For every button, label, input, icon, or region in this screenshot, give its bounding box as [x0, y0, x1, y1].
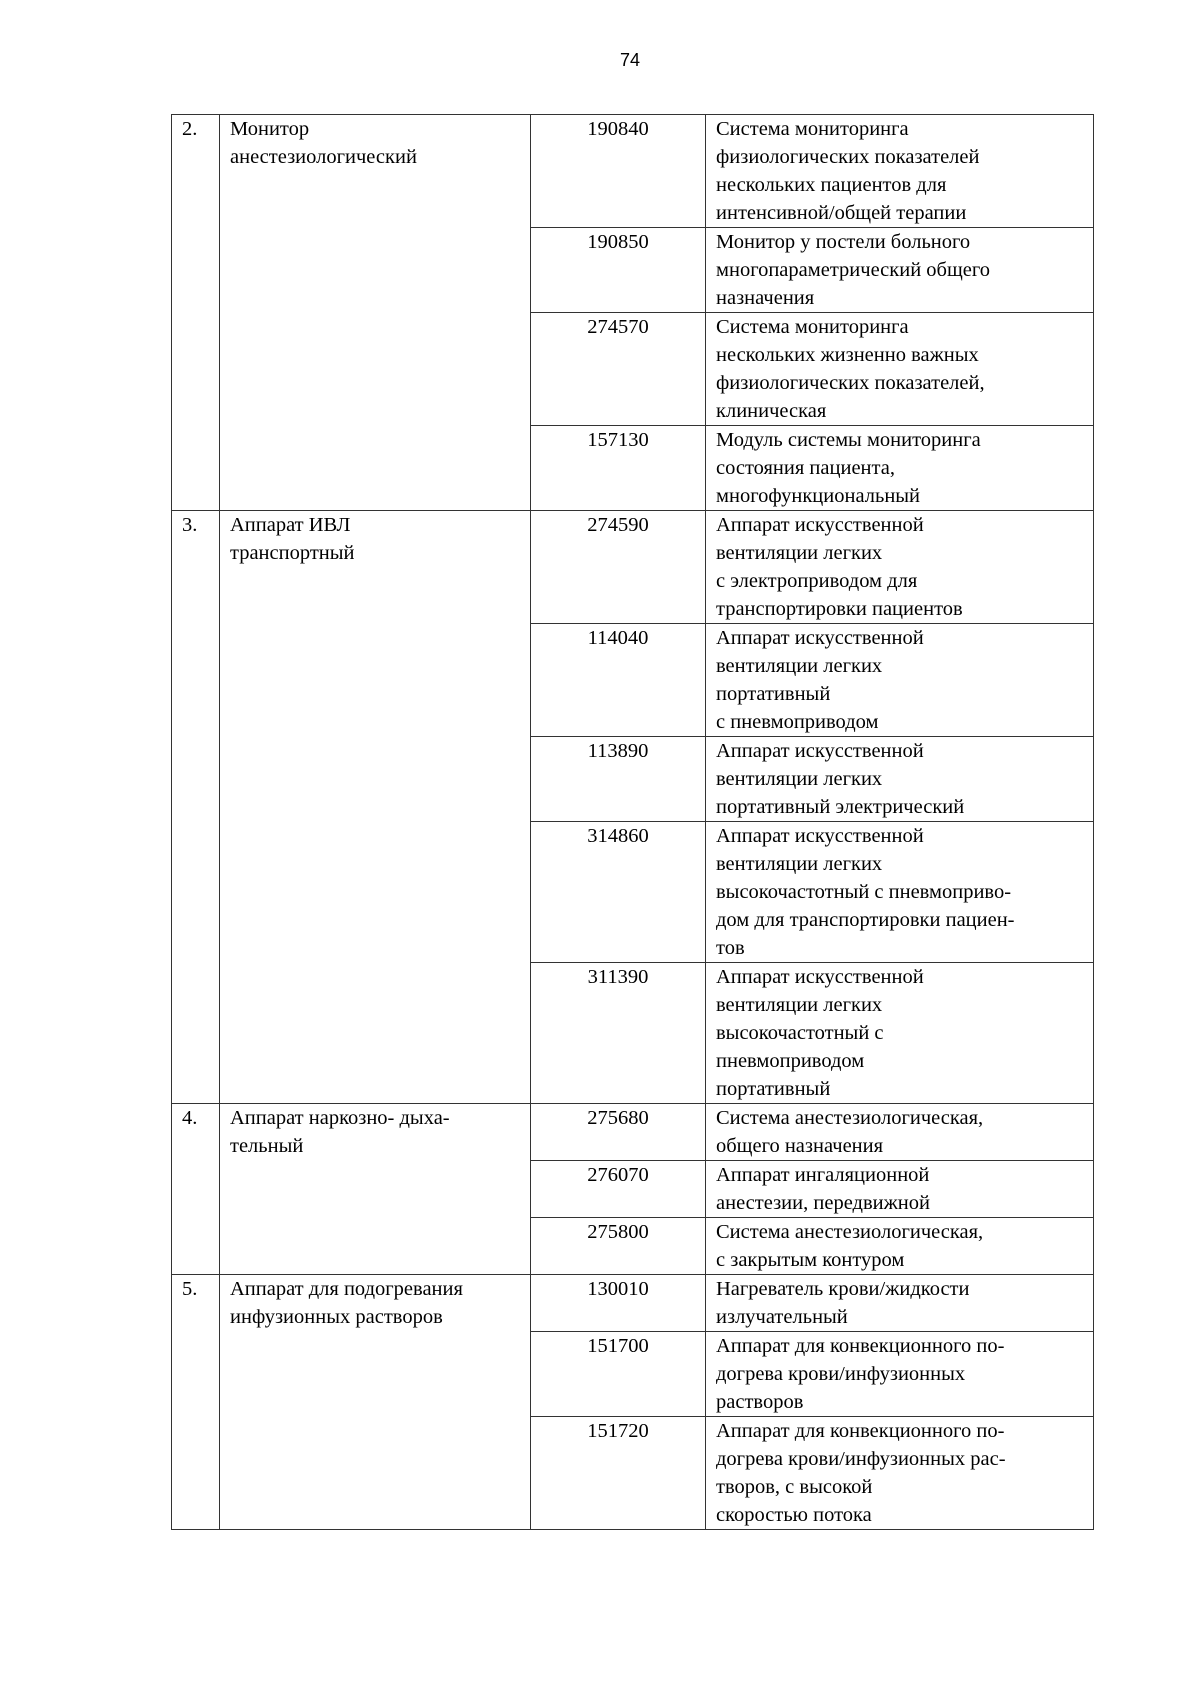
group-number: 2. — [172, 115, 220, 511]
item-description-line: портативный — [716, 683, 831, 705]
item-description-line: растворов — [716, 1391, 804, 1413]
item-code: 157130 — [531, 426, 706, 511]
item-description-line: с закрытым контуром — [716, 1249, 905, 1271]
item-description-line: Аппарат для конвекционного по- — [716, 1335, 1005, 1357]
item-description — [706, 1104, 1094, 1161]
page-number: 74 — [619, 50, 641, 70]
item-code: 190840 — [531, 115, 706, 228]
item-description-line: Аппарат искусственной — [716, 825, 924, 847]
group-name — [220, 1275, 531, 1530]
table-row — [172, 1104, 1094, 1161]
item-code: 274570 — [531, 313, 706, 426]
item-description-line: портативный — [716, 1078, 831, 1100]
group-name — [220, 115, 531, 511]
group-number: 5. — [172, 1275, 220, 1530]
item-description — [706, 115, 1094, 228]
item-description — [706, 426, 1094, 511]
item-code: 274590 — [531, 511, 706, 624]
item-description — [706, 737, 1094, 822]
item-description-line: дом для транспортировки пациен- — [716, 909, 1015, 931]
item-description-line: Аппарат искусственной — [716, 627, 924, 649]
item-description-line: назначения — [716, 287, 815, 309]
item-description-line: высокочастотный с пневмоприво- — [716, 881, 1012, 903]
group-number: 3. — [172, 511, 220, 1104]
item-description-line: тов — [716, 937, 745, 959]
group-name-line: инфузионных растворов — [230, 1306, 443, 1328]
item-description-line: Аппарат искусственной — [716, 740, 924, 762]
item-code: 190850 — [531, 228, 706, 313]
item-description-line: с электроприводом для — [716, 570, 918, 592]
item-code: 114040 — [531, 624, 706, 737]
item-description-line: портативный электрический — [716, 796, 965, 818]
item-description-line: Модуль системы мониторинга — [716, 429, 981, 451]
item-description-line: вентиляции легких — [716, 853, 883, 875]
item-description-line: Нагреватель крови/жидкости — [716, 1278, 970, 1300]
item-description-line: высокочастотный с — [716, 1022, 884, 1044]
item-description-line: Аппарат искусственной — [716, 966, 924, 988]
item-description-line: Аппарат для конвекционного по- — [716, 1420, 1005, 1442]
group-number: 4. — [172, 1104, 220, 1275]
item-description-line: Система мониторинга — [716, 118, 909, 140]
item-description-line: состояния пациента, — [716, 457, 895, 479]
item-description-line: физиологических показателей — [716, 146, 980, 168]
group-name — [220, 1104, 531, 1275]
item-description — [706, 511, 1094, 624]
item-description — [706, 1275, 1094, 1332]
item-description-line: многопараметрический общего — [716, 259, 991, 281]
item-code: 276070 — [531, 1161, 706, 1218]
item-description-line: Система анестезиологическая, — [716, 1107, 984, 1129]
item-code: 314860 — [531, 822, 706, 963]
item-description-line: вентиляции легких — [716, 655, 883, 677]
item-description-line: Система мониторинга — [716, 316, 909, 338]
item-description-line: вентиляции легких — [716, 768, 883, 790]
item-description — [706, 822, 1094, 963]
item-description-line: Аппарат искусственной — [716, 514, 924, 536]
item-description-line: Аппарат ингаляционной — [716, 1164, 930, 1186]
item-description-line: вентиляции легких — [716, 994, 883, 1016]
item-description-line: анестезии, передвижной — [716, 1192, 930, 1214]
item-code: 130010 — [531, 1275, 706, 1332]
item-description-line: Система анестезиологическая, — [716, 1221, 984, 1243]
table-row — [172, 511, 1094, 624]
item-description-line: вентиляции легких — [716, 542, 883, 564]
item-description-line: догрева крови/инфузионных рас- — [716, 1448, 1006, 1470]
equipment-table — [171, 114, 1094, 1530]
item-description-line: клиническая — [716, 400, 827, 422]
item-description-line: излучательный — [716, 1306, 848, 1328]
group-name-line: транспортный — [230, 542, 355, 564]
item-description-line: многофункциональный — [716, 485, 921, 507]
item-code: 113890 — [531, 737, 706, 822]
item-description-line: интенсивной/общей терапии — [716, 202, 967, 224]
item-description-line: физиологических показателей, — [716, 372, 985, 394]
item-description — [706, 963, 1094, 1104]
table-row — [172, 115, 1094, 228]
item-description-line: творов, с высокой — [716, 1476, 873, 1498]
item-description — [706, 624, 1094, 737]
item-description-line: транспортировки пациентов — [716, 598, 963, 620]
item-code: 275680 — [531, 1104, 706, 1161]
item-description — [706, 1332, 1094, 1417]
item-description-line: нескольких пациентов для — [716, 174, 947, 196]
group-name — [220, 511, 531, 1104]
item-description-line: догрева крови/инфузионных — [716, 1363, 966, 1385]
group-name-line: Аппарат наркозно- дыха- — [230, 1107, 450, 1129]
group-name-line: тельный — [230, 1135, 304, 1157]
table-row — [172, 1275, 1094, 1332]
item-description — [706, 313, 1094, 426]
item-description-line: с пневмоприводом — [716, 711, 879, 733]
item-description — [706, 1218, 1094, 1275]
group-name-line: Аппарат для подогревания — [230, 1278, 463, 1300]
item-description-line: скоростью потока — [716, 1504, 872, 1526]
item-code: 151700 — [531, 1332, 706, 1417]
group-name-line: Аппарат ИВЛ — [230, 514, 351, 536]
item-description-line: общего назначения — [716, 1135, 884, 1157]
item-description — [706, 1161, 1094, 1218]
item-code: 151720 — [531, 1417, 706, 1530]
item-description-line: Монитор у постели больного — [716, 231, 971, 253]
item-code: 311390 — [531, 963, 706, 1104]
group-name-line: анестезиологический — [230, 146, 417, 168]
item-description — [706, 228, 1094, 313]
item-description-line: нескольких жизненно важных — [716, 344, 979, 366]
item-code: 275800 — [531, 1218, 706, 1275]
item-description — [706, 1417, 1094, 1530]
group-name-line: Монитор — [230, 118, 310, 140]
item-description-line: пневмоприводом — [716, 1050, 865, 1072]
table-body — [172, 115, 1094, 1530]
